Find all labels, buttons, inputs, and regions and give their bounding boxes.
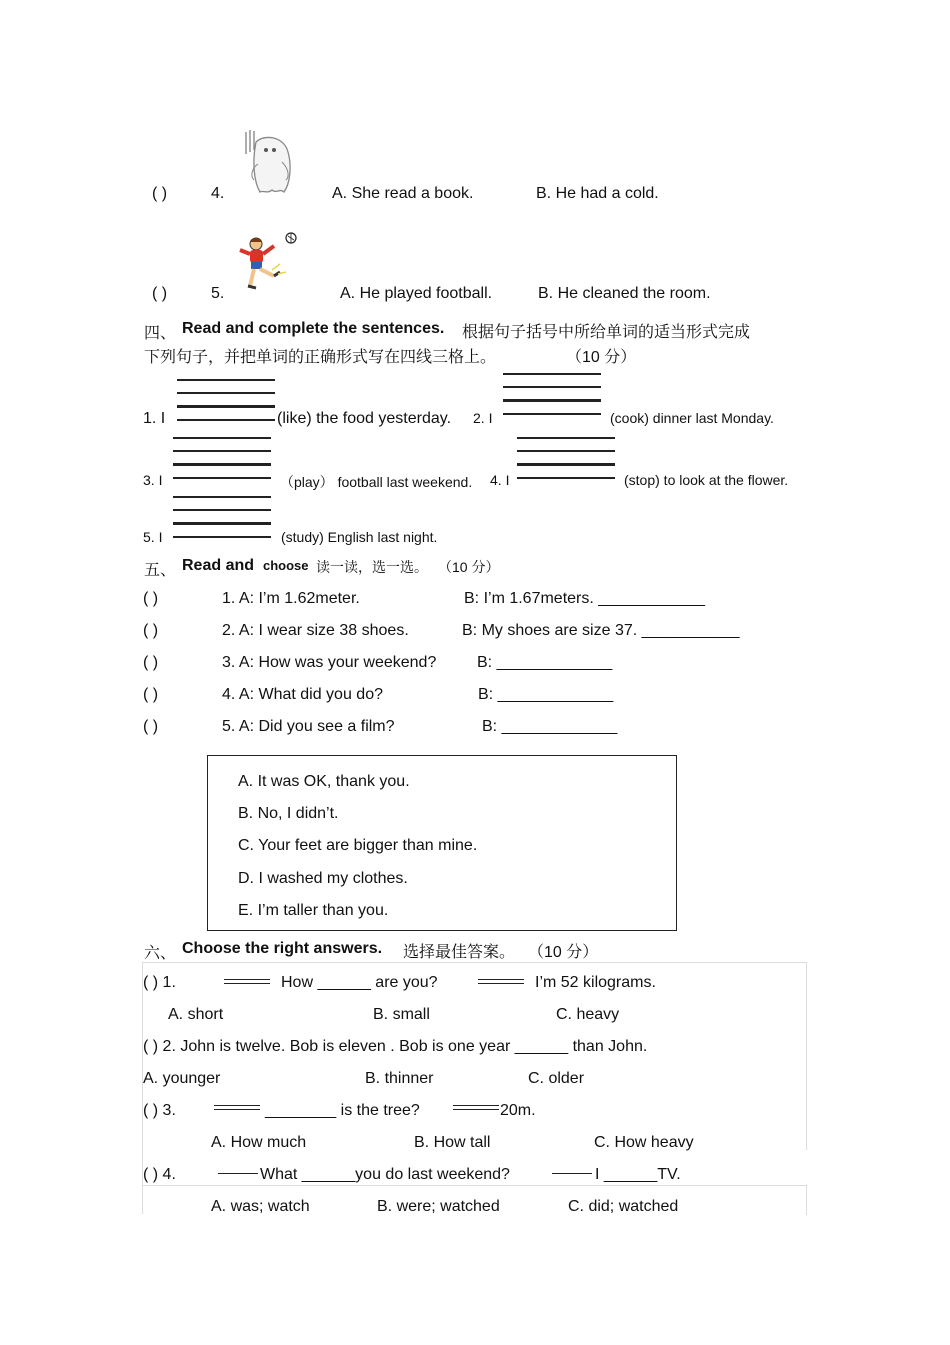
dialog-dash-icon: [552, 1173, 592, 1174]
fill-item-1-post: (like) the food yesterday.: [277, 410, 452, 427]
fill-item-4-pre: 4. I: [490, 472, 510, 488]
fill-item-4-post: (stop) to look at the flower.: [624, 472, 789, 488]
choice-1-paren[interactable]: ( ) 1.: [143, 974, 176, 991]
dialog-3-a: 3. A: How was your weekend?: [222, 654, 437, 671]
dialog-dash-icon: [218, 1173, 258, 1174]
fill-item-3-pre: 3. I: [143, 472, 163, 488]
dialog-1-a: 1. A: I’m 1.62meter.: [222, 590, 360, 607]
dialog-4-b: B: _____________: [478, 686, 614, 703]
choice-3-option-a[interactable]: A. How much: [211, 1134, 307, 1151]
section-6-instruction: 选择最佳答案。: [403, 944, 516, 961]
choice-2-option-a[interactable]: A. younger: [143, 1070, 221, 1087]
question-frame-right-lower: [806, 1185, 807, 1215]
listen-item-5-number: 5.: [211, 285, 225, 302]
dialog-1-b: B: I’m 1.67meters. ____________: [464, 590, 706, 607]
dialog-dash-icon: [478, 979, 524, 984]
dialog-2-a: 2. A: I wear size 38 shoes.: [222, 622, 409, 639]
section-4-title: Read and complete the sentences.: [182, 320, 445, 337]
boy-football-picture: [234, 230, 300, 296]
dialog-2-paren[interactable]: ( ): [143, 622, 159, 639]
fill-item-5-post: (study) English last night.: [281, 529, 438, 545]
choice-1-answer: I’m 52 kilograms.: [535, 974, 656, 991]
listen-item-5-paren[interactable]: ( ): [152, 285, 168, 302]
answer-option-a: A. It was OK, thank you.: [238, 773, 410, 790]
answer-option-d: D. I washed my clothes.: [238, 870, 408, 887]
question-frame-mid: [142, 1185, 806, 1186]
choice-4-answer: I ______TV.: [595, 1166, 681, 1183]
choice-4-paren[interactable]: ( ) 4.: [143, 1166, 176, 1183]
choice-1-question: How ______ are you?: [281, 974, 438, 991]
answer-option-c: C. Your feet are bigger than mine.: [238, 837, 478, 854]
choice-4-option-b[interactable]: B. were; watched: [377, 1198, 500, 1215]
choice-1-option-a[interactable]: A. short: [168, 1006, 224, 1023]
writing-lines-1[interactable]: [177, 379, 275, 421]
fill-item-3-post: （play） football last weekend.: [280, 474, 473, 490]
choice-3-option-c[interactable]: C. How heavy: [594, 1134, 694, 1151]
dialog-dash-icon: [224, 979, 270, 984]
listen-item-4-option-b: B. He had a cold.: [536, 185, 659, 202]
dialog-5-a: 5. A: Did you see a film?: [222, 718, 395, 735]
choice-1-option-c[interactable]: C. heavy: [556, 1006, 620, 1023]
dialog-dash-icon: [214, 1105, 260, 1110]
dialog-4-a: 4. A: What did you do?: [222, 686, 383, 703]
choice-1-option-b[interactable]: B. small: [373, 1006, 430, 1023]
section-6-score: （10 分）: [528, 944, 599, 961]
section-4-instruction: 根据句子括号中所给单词的适当形式完成: [462, 324, 751, 341]
dialog-dash-icon: [453, 1105, 499, 1110]
choice-4-option-c[interactable]: C. did; watched: [568, 1198, 679, 1215]
choice-3-question: ________ is the tree?: [265, 1102, 420, 1119]
choice-3-option-b[interactable]: B. How tall: [414, 1134, 491, 1151]
ghost-sick-picture: [240, 128, 296, 198]
fill-item-2-post: (cook) dinner last Monday.: [610, 410, 774, 426]
listen-item-4-option-a: A. She read a book.: [332, 185, 474, 202]
choice-2-option-b[interactable]: B. thinner: [365, 1070, 434, 1087]
dialog-3-paren[interactable]: ( ): [143, 654, 159, 671]
question-frame-right: [806, 962, 807, 1150]
choice-3-paren[interactable]: ( ) 3.: [143, 1102, 176, 1119]
section-4-score: （10 分）: [566, 349, 637, 366]
dialog-5-paren[interactable]: ( ): [143, 718, 159, 735]
section-5-score: （10 分）: [438, 559, 500, 575]
choice-2-option-c[interactable]: C. older: [528, 1070, 585, 1087]
choice-3-answer: 20m.: [500, 1102, 536, 1119]
dialog-2-b: B: My shoes are size 37. ___________: [462, 622, 740, 639]
section-5-title: Read and: [182, 557, 255, 574]
listen-item-5-option-a: A. He played football.: [340, 285, 493, 302]
answer-option-e: E. I’m taller than you.: [238, 902, 389, 919]
section-4-instruction-line2: 下列句子，并把单词的正确形式写在四线三格上。: [144, 349, 497, 366]
dialog-5-b: B: _____________: [482, 718, 618, 735]
section-5-number: 五、: [144, 562, 177, 579]
section-5-title-choose: choose: [263, 558, 309, 573]
fill-item-1-pre: 1. I: [143, 410, 166, 427]
section-6-number: 六、: [144, 945, 177, 962]
choice-4-question: What ______you do last weekend?: [260, 1166, 510, 1183]
writing-lines-4[interactable]: [517, 437, 615, 479]
listen-item-4-number: 4.: [211, 185, 225, 202]
choice-4-option-a[interactable]: A. was; watch: [211, 1198, 310, 1215]
fill-item-5-pre: 5. I: [143, 529, 163, 545]
question-frame-top: [142, 962, 806, 963]
listen-item-5-option-b: B. He cleaned the room.: [538, 285, 711, 302]
answer-option-b: B. No, I didn’t.: [238, 805, 339, 822]
choice-2-question: ( ) 2. John is twelve. Bob is eleven . Bob is one year ______ than John.: [143, 1038, 648, 1055]
listen-item-4-paren[interactable]: ( ): [152, 185, 168, 202]
fill-item-2-pre: 2. I: [473, 410, 493, 426]
writing-lines-2[interactable]: [503, 373, 601, 415]
section-4-number: 四、: [144, 325, 177, 342]
dialog-1-paren[interactable]: ( ): [143, 590, 159, 607]
writing-lines-5[interactable]: [173, 496, 271, 538]
section-6-title: Choose the right answers.: [182, 940, 383, 957]
writing-lines-3[interactable]: [173, 437, 271, 479]
section-5-instruction: 读一读，选一选。: [316, 559, 428, 575]
dialog-4-paren[interactable]: ( ): [143, 686, 159, 703]
dialog-3-b: B: _____________: [477, 654, 613, 671]
